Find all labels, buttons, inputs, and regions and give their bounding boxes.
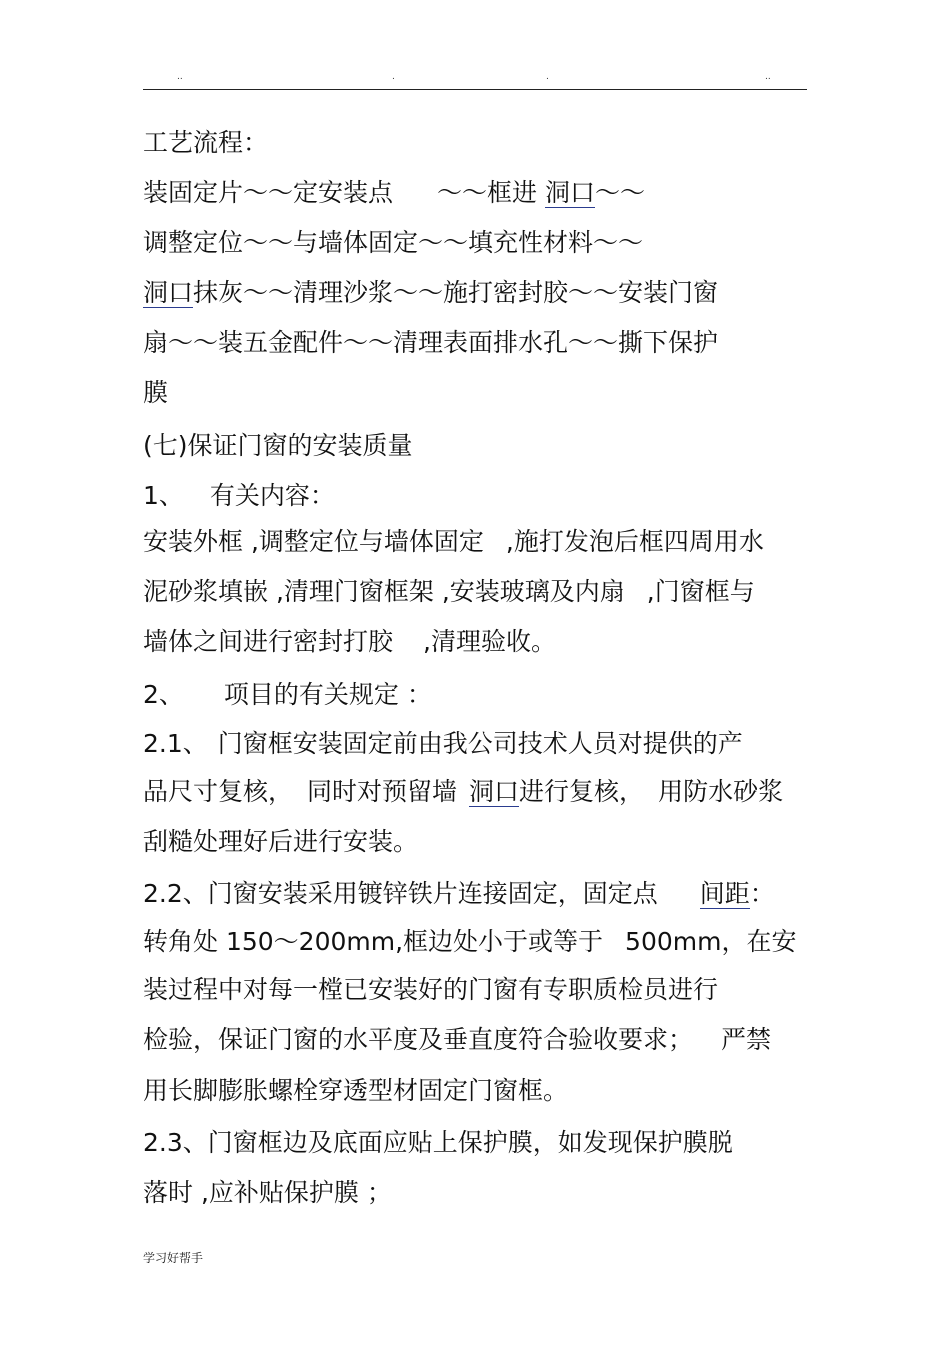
text: 装固定片～～定安装点: [143, 178, 394, 207]
process-line: [143, 277, 718, 309]
paragraph-line: [143, 728, 743, 760]
paragraph-line: [143, 826, 418, 858]
text: 门窗框安装固定前由我公司技术人员对提供的产: [217, 729, 743, 758]
paragraph-line: [143, 1177, 392, 1209]
paragraph-line: [143, 926, 796, 958]
text: 500mm，在安: [625, 927, 797, 956]
text: 检验，保证门窗的水平度及垂直度符合验收要求；: [143, 1025, 694, 1054]
paragraph-line: [143, 626, 556, 658]
text: 泥砂浆填嵌 ,清理门窗框架 ,安装玻璃及内扇: [143, 577, 625, 606]
text: 用防水砂浆: [658, 777, 784, 806]
text: 2.3、门窗框边及底面应贴上保护膜，如发现保护膜脱: [143, 1128, 733, 1157]
header-mark: ..: [765, 72, 771, 82]
paragraph-line: [143, 974, 718, 1006]
underlined-term: 洞口: [469, 777, 520, 806]
header-mark: .: [392, 72, 395, 82]
text: 同时对预留墙: [307, 777, 458, 806]
header-mark: .: [546, 72, 549, 82]
header-mark: ..: [177, 72, 183, 82]
text: 严禁: [721, 1025, 772, 1054]
paragraph-line: [143, 1127, 733, 1159]
text: ,清理验收。: [423, 627, 556, 656]
process-line: [143, 327, 718, 359]
paragraph-line: [143, 526, 764, 558]
header-rule: [143, 89, 807, 90]
paragraph-line: [143, 878, 775, 910]
underlined-term: 洞口: [143, 278, 194, 307]
text: 2.2、门窗安装采用镀锌铁片连接固定，固定点: [143, 879, 658, 908]
text: 扇～～装五金配件～～清理表面排水孔～～撕下保护: [143, 328, 719, 357]
paragraph-line: [143, 1075, 568, 1107]
text: ,门窗框与: [646, 577, 755, 606]
text: 进行复核，: [519, 777, 645, 806]
text: 1、: [143, 481, 184, 510]
subsection-heading: [143, 679, 432, 711]
process-line: [143, 377, 168, 409]
process-title: [143, 127, 268, 159]
paragraph-line: [143, 576, 755, 608]
text: 落时 ,应补贴保护膜 ；: [143, 1178, 392, 1207]
page-footer: 学习好帮手: [143, 1251, 204, 1265]
text: ：: [749, 879, 775, 908]
text: 工艺流程：: [143, 128, 269, 157]
text: ～～: [595, 178, 646, 207]
text: 调整定位～～与墙体固定～～填充性材料～～: [143, 228, 644, 257]
text: 安装外框 ,调整定位与墙体固定: [143, 527, 484, 556]
text: (七)保证门窗的安装质量: [143, 431, 413, 460]
text: 转角处 150～200mm,框边处小于或等于: [143, 927, 604, 956]
process-line: [143, 227, 643, 259]
text: 用长脚膨胀螺栓穿透型材固定门窗框。: [143, 1076, 569, 1105]
text: 2、: [143, 680, 184, 709]
section-heading: [143, 430, 413, 462]
text: 品尺寸复核，: [143, 777, 294, 806]
text: 抹灰～～清理沙浆～～施打密封胶～～安装门窗: [193, 278, 719, 307]
underlined-term: 洞口: [545, 178, 596, 207]
page-header: [143, 72, 807, 86]
text: 装过程中对每一樘已安装好的门窗有专职质检员进行: [143, 975, 719, 1004]
text: ～～框进: [437, 178, 538, 207]
paragraph-line: [143, 776, 783, 808]
subsection-heading: [143, 480, 335, 512]
underlined-term: 间距: [699, 879, 750, 908]
paragraph-line: [143, 1024, 771, 1056]
text: 有关内容：: [209, 481, 335, 510]
text: 2.1、: [143, 729, 208, 758]
text: ,施打发泡后框四周用水: [505, 527, 764, 556]
text: 刮糙处理好后进行安装。: [143, 827, 419, 856]
text: 膜: [143, 378, 169, 407]
text: 墙体之间进行密封打胶: [143, 627, 394, 656]
process-line: [143, 177, 645, 209]
text: 项目的有关规定 ：: [223, 680, 432, 709]
